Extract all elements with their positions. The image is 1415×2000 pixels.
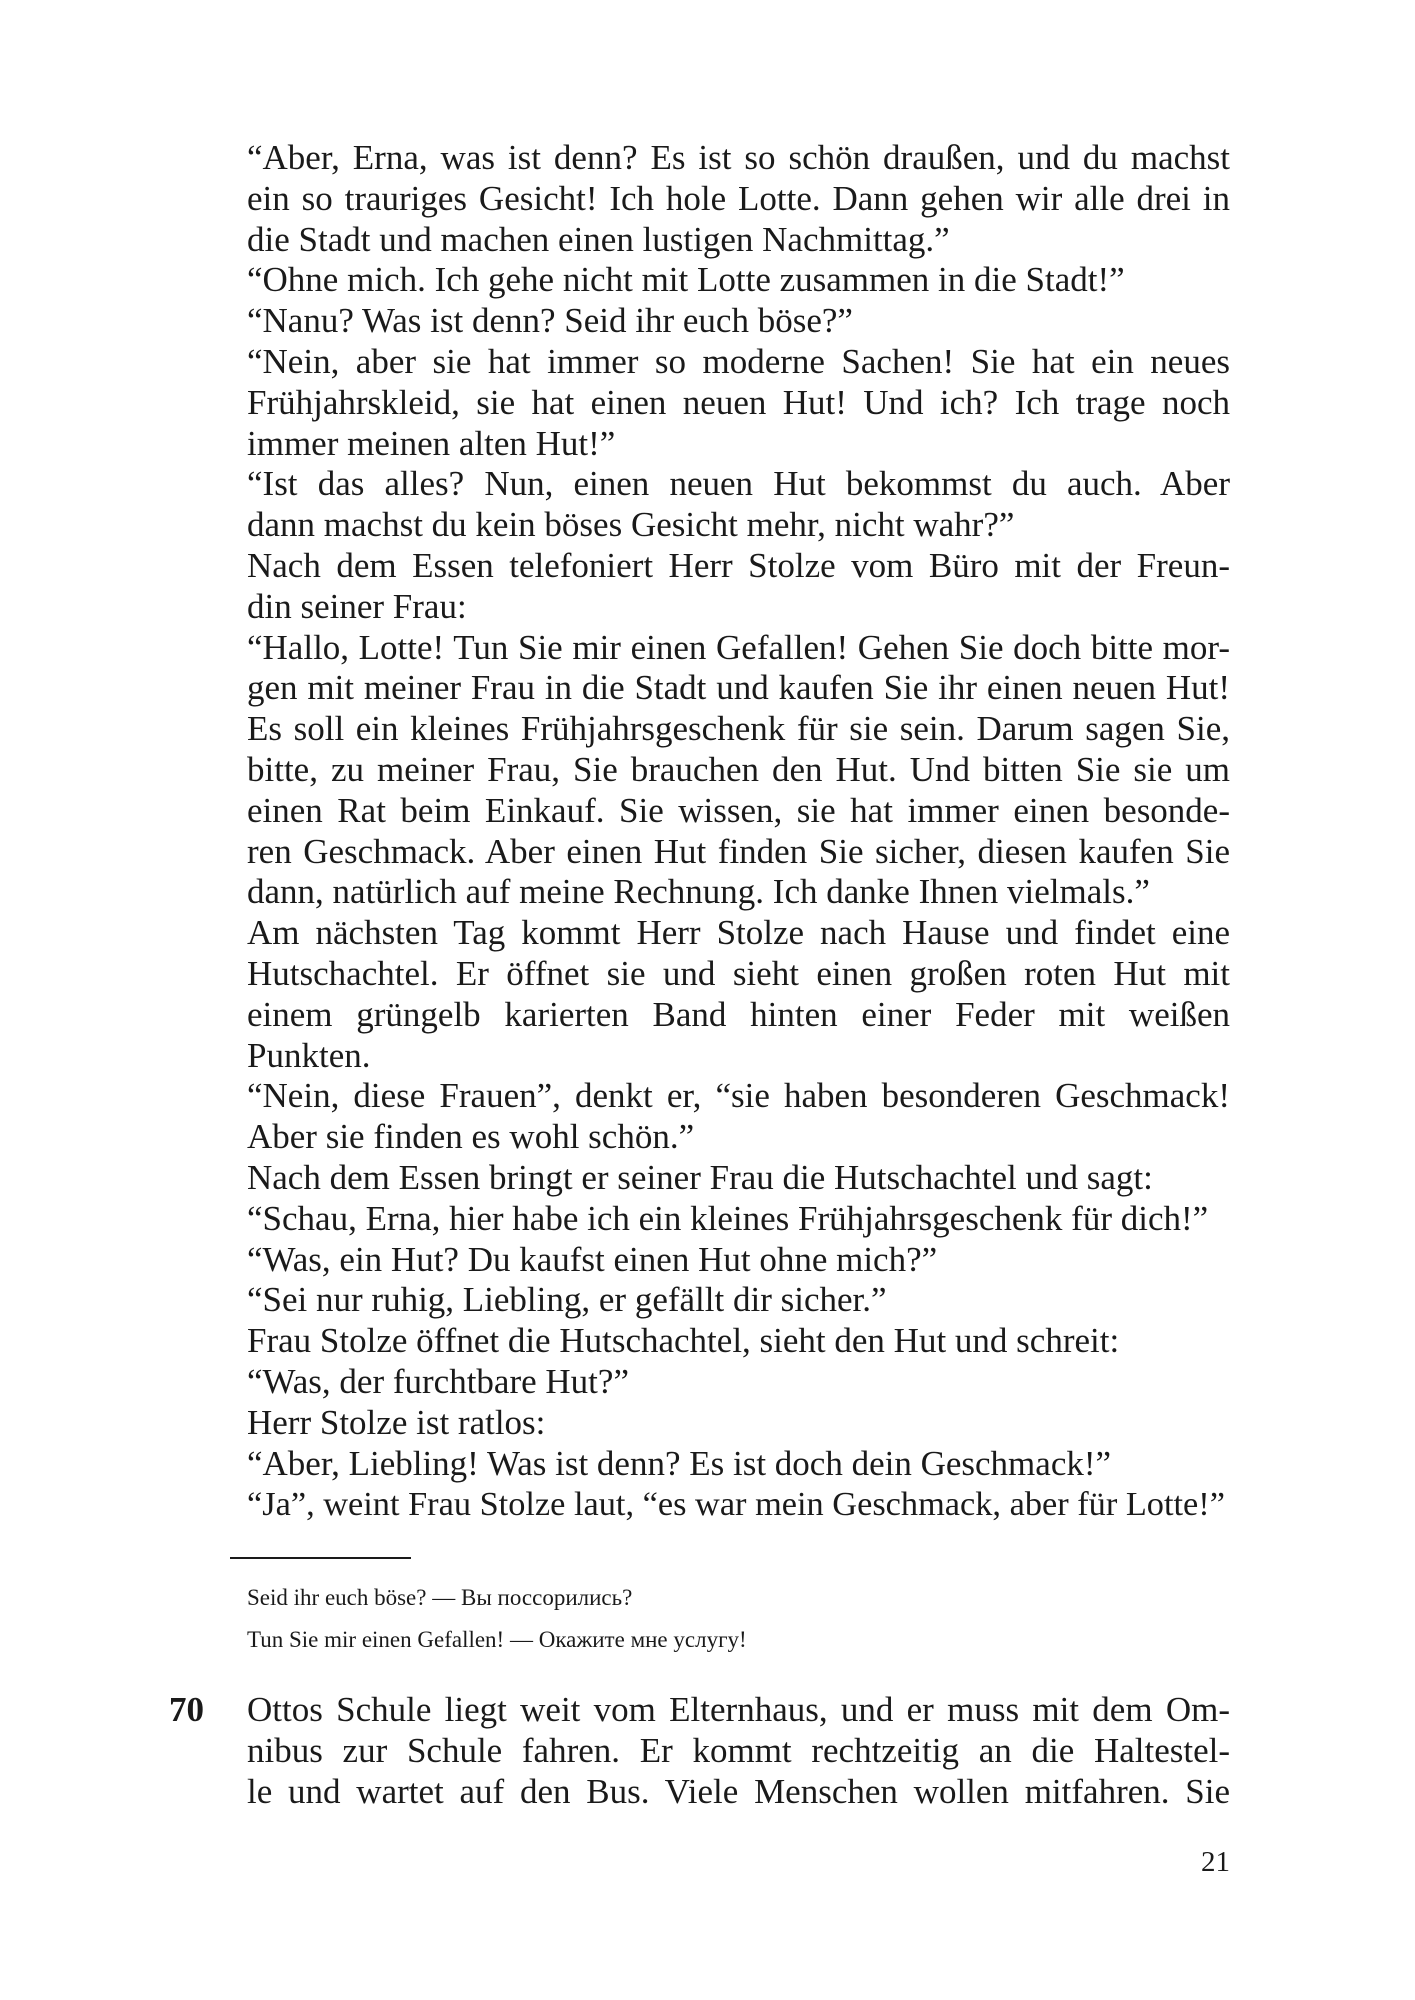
text-line: nibus zur Schule fahren. Er kommt rechtzeitig an die Haltestel- xyxy=(247,1730,1230,1770)
text-line: immer meinen alten Hut!” xyxy=(247,423,616,463)
text-line: gen mit meiner Frau in die Stadt und kaufen Sie ihr einen neuen Hut! xyxy=(247,668,1230,708)
text-line: Es soll ein kleines Frühjahrsgeschenk für sie sein. Darum sagen Sie, xyxy=(247,709,1230,749)
text-line: einen Rat beim Einkauf. Sie wissen, sie hat immer einen besonde- xyxy=(247,790,1230,830)
text-line: “Nein, aber sie hat immer so moderne Sachen! Sie hat ein neues xyxy=(247,341,1230,381)
text-line: “Was, der furchtbare Hut?” xyxy=(247,1361,629,1401)
text-line: ein so trauriges Gesicht! Ich hole Lotte. Dann gehen wir alle drei in xyxy=(247,178,1230,218)
text-line: “Aber, Erna, was ist denn? Es ist so schön draußen, und du machst xyxy=(247,138,1230,177)
text-line: “Hallo, Lotte! Tun Sie mir einen Gefallen! Gehen Sie doch bitte mor- xyxy=(247,627,1230,667)
story-text xyxy=(247,138,1230,1525)
section-number: 70 xyxy=(169,1690,204,1729)
text-line: Am nächsten Tag kommt Herr Stolze nach Hause und findet eine xyxy=(247,913,1230,953)
text-line: “Schau, Erna, hier habe ich ein kleines Frühjahrsgeschenk für dich!” xyxy=(247,1198,1209,1238)
text-line: “Ist das alles? Nun, einen neuen Hut bekommst du auch. Aber xyxy=(247,464,1230,504)
text-line: “Ohne mich. Ich gehe nicht mit Lotte zusammen in die Stadt!” xyxy=(247,260,1125,300)
text-line: Punkten. xyxy=(247,1035,371,1075)
text-line: “Sei nur ruhig, Liebling, er gefällt dir sicher.” xyxy=(247,1280,887,1320)
page-number: 21 xyxy=(1201,1846,1230,1878)
text-line: Frühjahrskleid, sie hat einen neuen Hut! Und ich? Ich trage noch xyxy=(247,382,1230,422)
text-line: Ottos Schule liegt weit vom Elternhaus, und er muss mit dem Om- xyxy=(247,1690,1230,1729)
text-line: Nach dem Essen telefoniert Herr Stolze vom Büro mit der Freun- xyxy=(247,545,1230,585)
footnote-divider xyxy=(230,1557,411,1559)
text-line: bitte, zu meiner Frau, Sie brauchen den Hut. Und bitten Sie sie um xyxy=(247,749,1230,789)
text-line: Nach dem Essen bringt er seiner Frau die Hutschachtel und sagt: xyxy=(247,1157,1153,1197)
section-text xyxy=(247,1690,1230,1812)
text-line: “Aber, Liebling! Was ist denn? Es ist doch dein Geschmack!” xyxy=(247,1443,1112,1483)
text-line: le und wartet auf den Bus. Viele Menschen wollen mitfahren. Sie xyxy=(247,1771,1230,1811)
text-line: Frau Stolze öffnet die Hutschachtel, sieht den Hut und schreit: xyxy=(247,1321,1120,1361)
text-line: einem grüngelb karierten Band hinten einer Feder mit weißen xyxy=(247,994,1230,1034)
text-line: “Was, ein Hut? Du kaufst einen Hut ohne mich?” xyxy=(247,1239,938,1279)
text-line: Aber sie finden es wohl schön.” xyxy=(247,1117,695,1157)
text-line: die Stadt und machen einen lustigen Nachmittag.” xyxy=(247,219,950,259)
footnotes xyxy=(247,1577,1147,1661)
text-line: dann, natürlich auf meine Rechnung. Ich danke Ihnen vielmals.” xyxy=(247,872,1150,912)
text-line: “Nein, diese Frauen”, denkt er, “sie haben besonderen Geschmack! xyxy=(247,1076,1230,1116)
text-line: Herr Stolze ist ratlos: xyxy=(247,1402,546,1442)
footnote: Seid ihr euch böse? — Вы поссорились? xyxy=(247,1585,633,1610)
text-line: ren Geschmack. Aber einen Hut finden Sie sicher, diesen kaufen Sie xyxy=(247,831,1230,871)
text-line: “Nanu? Was ist denn? Seid ihr euch böse?” xyxy=(247,301,853,341)
footnote: Tun Sie mir einen Gefallen! — Окажите мне услугу! xyxy=(247,1627,747,1652)
text-line: dann machst du kein böses Gesicht mehr, nicht wahr?” xyxy=(247,505,1015,545)
text-line: din seiner Frau: xyxy=(247,586,467,626)
text-line: “Ja”, weint Frau Stolze laut, “es war mein Geschmack, aber für Lotte!” xyxy=(247,1485,1225,1524)
text-line: Hutschachtel. Er öffnet sie und sieht einen großen roten Hut mit xyxy=(247,953,1230,993)
